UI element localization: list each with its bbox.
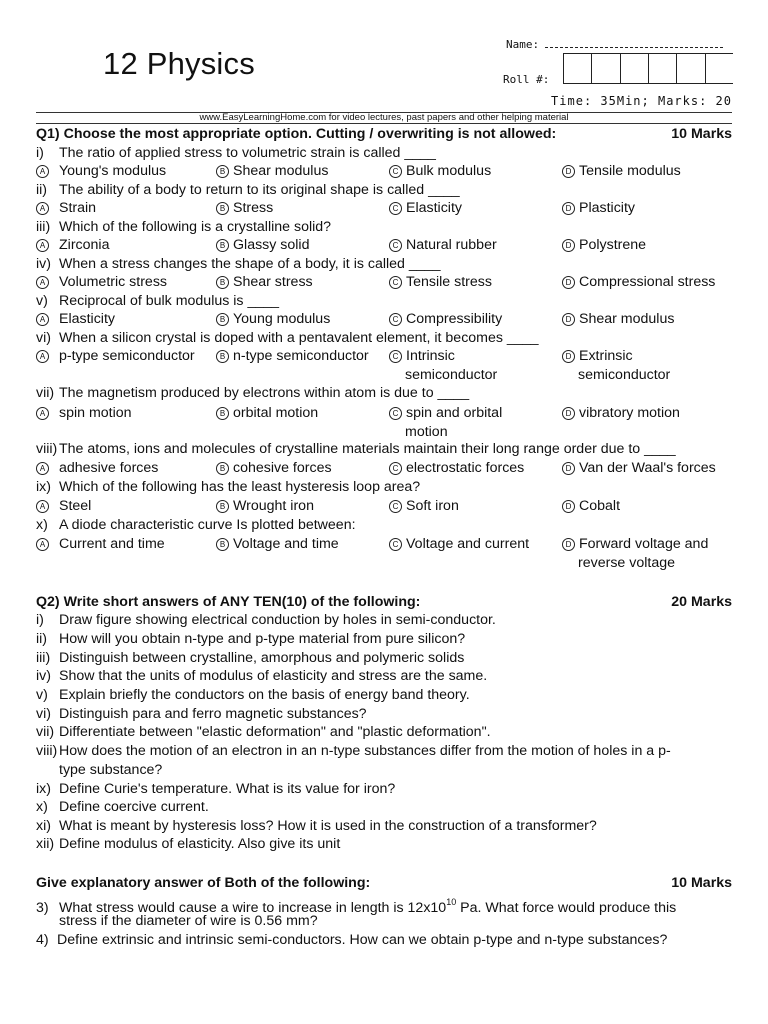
q1-heading-row [36,125,732,143]
q1-question-6 [36,329,732,347]
header-divider-bottom [36,123,732,124]
option-choice [216,404,318,423]
option-label: Volumetric stress [59,274,168,290]
item-number: iii) [36,650,51,666]
option-label: Forward voltage and [579,536,709,552]
option-label: Elasticity [59,311,115,327]
option-choice [216,535,339,554]
option-label: Compressional stress [579,274,716,290]
option-label: Shear modulus [233,163,329,179]
name-blank-line [545,38,723,48]
option-label: Natural rubber [406,237,497,253]
question-text: When a stress changes the shape of a body, it is called ____ [59,256,441,272]
item-number: vi) [36,706,51,722]
q1-question-4 [36,255,732,273]
q3-item-4 [36,931,732,949]
option-letter-circle: D [562,350,575,363]
option-letter-circle: C [389,407,402,420]
item-number: v) [36,687,48,703]
page-title: 12 Physics [103,46,255,81]
q2-item-8 [36,742,732,760]
option-label: Young's modulus [59,163,167,179]
option-letter-circle: A [36,202,49,215]
question-number: vi) [36,330,51,346]
option-label: spin and orbital [406,405,503,421]
item-text: Differentiate between "elastic deformation" and "plastic deformation". [59,724,491,740]
item-text: How does the motion of an electron in an n-type substances differ from the motion of holes in a p- [59,743,671,759]
question-number: i) [36,145,44,161]
option-letter-circle: B [216,462,229,475]
option-label: Wrought iron [233,498,314,514]
q1-heading: Q1) Choose the most appropriate option. Cutting / overwriting is not allowed: [36,126,557,142]
option-letter-circle: B [216,239,229,252]
option-letter-circle: B [216,276,229,289]
option-choice [216,310,330,329]
roll-box-cell [705,54,733,84]
option-choice [562,199,635,218]
option-letter-circle: D [562,407,575,420]
item-number: x) [36,799,48,815]
option-letter-circle: A [36,276,49,289]
option-label: n-type semiconductor [233,348,369,364]
option-letter-circle: C [389,313,402,326]
option-label: p-type semiconductor [59,348,195,364]
item-number: 3) [36,900,49,916]
option-letter-circle: B [216,202,229,215]
option-label: Current and time [59,536,165,552]
q1-question-3 [36,218,732,236]
option-letter-circle: C [389,538,402,551]
option-label: spin motion [59,405,132,421]
q2-item-12 [36,835,732,853]
option-label: Elasticity [406,200,462,216]
option-letter-circle: D [562,239,575,252]
option-letter-circle: B [216,350,229,363]
option-choice [216,236,309,255]
q2-item-11 [36,817,732,835]
roll-box-cell [676,54,704,84]
item-number: ix) [36,781,51,797]
time-marks: Time: 35Min; Marks: 20 [551,94,732,108]
option-label: Soft iron [406,498,459,514]
q2-item-10 [36,798,732,816]
question-text: The magnetism produced by electrons within atom is due to ____ [59,385,470,401]
option-letter-circle: A [36,165,49,178]
question-number: x) [36,517,48,533]
q3-marks: 10 Marks [671,875,732,891]
roll-box-cell [563,54,591,84]
option-choice [36,162,166,181]
question-text: Which of the following has the least hysteresis loop area? [59,479,421,495]
option-letter-circle: A [36,538,49,551]
item-text: What is meant by hysteresis loss? How it is used in the construction of a transformer? [59,818,597,834]
option-choice [216,497,314,516]
option-letter-circle: C [389,500,402,513]
option-letter-circle: A [36,407,49,420]
option-label: Voltage and time [233,536,339,552]
question-number: v) [36,293,48,309]
item-number: ii) [36,631,48,647]
option-letter-circle: A [36,313,49,326]
item-text: Draw figure showing electrical conduction by holes in semi-conductor. [59,612,496,628]
item-text: Distinguish between crystalline, amorphous and polymeric solids [59,650,465,666]
option-letter-circle: D [562,202,575,215]
q1-question-8 [36,440,732,458]
option-label: Intrinsic [406,348,455,364]
item-number: iv) [36,668,51,684]
q1-question-5 [36,292,732,310]
option-choice [216,459,332,478]
question-number: iv) [36,256,51,272]
item-superscript: 10 [446,897,457,907]
option-label: Stress [233,200,274,216]
q1-question-7 [36,384,732,402]
option-label: cohesive forces [233,460,332,476]
option-letter-circle: A [36,350,49,363]
option-label: Zirconia [59,237,110,253]
roll-label: Roll #: [503,73,550,86]
q2-heading-row [36,593,732,611]
option-choice [216,199,273,218]
item-text: Explain briefly the conductors on the basis of energy band theory. [59,687,470,703]
q1-question-10 [36,516,732,534]
option-label: Bulk modulus [406,163,492,179]
q2-item-4 [36,667,732,685]
item-text: Define coercive current. [59,799,209,815]
question-number: ii) [36,182,48,198]
q2-item-7 [36,723,732,741]
name-field [506,38,723,51]
option-choice [216,273,313,292]
option-label: Young modulus [233,311,331,327]
q2-item-2 [36,630,732,648]
option-letter-circle: D [562,500,575,513]
option-letter-circle: B [216,407,229,420]
option-label: Compressibility [406,311,503,327]
option-label-continuation: semiconductor [578,366,671,383]
option-letter-circle: C [389,165,402,178]
option-label: vibratory motion [579,405,680,421]
option-choice [562,497,620,516]
option-choice [389,404,502,441]
q2-item-5 [36,686,732,704]
question-number: viii) [36,441,58,457]
option-label: adhesive forces [59,460,159,476]
option-letter-circle: B [216,313,229,326]
option-choice [562,347,670,384]
option-letter-circle: D [562,462,575,475]
option-label: Steel [59,498,92,514]
option-letter-circle: B [216,500,229,513]
question-text: The ability of a body to return to its original shape is called ____ [59,182,460,198]
q2-heading: Q2) Write short answers of ANY TEN(10) of the following: [36,594,421,610]
question-text: The ratio of applied stress to volumetric strain is called ____ [59,145,436,161]
option-choice [562,404,680,423]
item-text: Define modulus of elasticity. Also give its unit [59,836,341,852]
option-label: Tensile stress [406,274,492,290]
option-choice [389,162,491,181]
option-choice [389,459,524,478]
option-choice [562,310,674,329]
website-note: www.EasyLearningHome.com for video lectures, past papers and other helping material [199,112,569,123]
question-number: iii) [36,219,51,235]
option-label: Polystrene [579,237,647,253]
item-text: Define extrinsic and intrinsic semi-conductors. How can we obtain p-type and n-type substances? [57,932,668,948]
option-choice [36,199,96,218]
option-label: Shear stress [233,274,313,290]
question-text: Which of the following is a crystalline solid? [59,219,332,235]
q3-item-3-continuation: stress if the diameter of wire is 0.56 mm? [59,913,318,929]
option-letter-circle: D [562,276,575,289]
question-number: vii) [36,385,55,401]
q1-marks: 10 Marks [671,126,732,142]
roll-box-cell [591,54,619,84]
option-choice [562,273,715,292]
item-text: Show that the units of modulus of elasticity and stress are the same. [59,668,488,684]
option-label: Shear modulus [579,311,675,327]
option-letter-circle: D [562,165,575,178]
option-choice [216,347,369,366]
item-number: xi) [36,818,51,834]
option-letter-circle: A [36,462,49,475]
roll-box-cell [648,54,676,84]
item-number: xii) [36,836,55,852]
option-letter-circle: A [36,500,49,513]
item-text-before: What stress would cause a wire to increase in length is 12x10 [59,900,447,916]
question-text: A diode characteristic curve Is plotted between: [59,517,356,533]
option-choice [36,459,158,478]
option-letter-circle: B [216,165,229,178]
q2-item-9 [36,780,732,798]
option-choice [562,162,681,181]
option-letter-circle: D [562,538,575,551]
option-letter-circle: C [389,350,402,363]
item-number: i) [36,612,44,628]
option-letter-circle: C [389,202,402,215]
option-choice [562,535,708,572]
option-label: Glassy solid [233,237,310,253]
option-choice [562,459,716,478]
option-label: Strain [59,200,97,216]
option-choice [36,310,115,329]
option-choice [389,497,459,516]
option-label-continuation: motion [405,423,448,440]
option-choice [36,404,132,423]
roll-box-cell [620,54,648,84]
q2-item-8-continuation: type substance? [59,762,163,778]
item-text: How will you obtain n-type and p-type material from pure silicon? [59,631,466,647]
question-text: When a silicon crystal is doped with a pentavalent element, it becomes ____ [59,330,539,346]
option-label: electrostatic forces [406,460,525,476]
option-choice [389,236,497,255]
option-label: orbital motion [233,405,319,421]
option-choice [389,199,462,218]
option-choice [389,310,502,329]
option-label: Cobalt [579,498,621,514]
q2-marks: 20 Marks [671,594,732,610]
q2-item-3 [36,649,732,667]
option-choice [36,347,195,366]
q2-item-1 [36,611,732,629]
option-choice [36,273,167,292]
item-number: 4) [36,932,49,948]
option-label-continuation: semiconductor [405,366,498,383]
item-text-after: Pa. What force would produce this [456,900,677,916]
option-choice [36,236,109,255]
question-text: Reciprocal of bulk modulus is ____ [59,293,280,309]
option-choice [216,162,328,181]
option-label: Plasticity [579,200,635,216]
item-number: viii) [36,743,58,759]
option-choice [36,497,91,516]
q1-question-1 [36,144,732,162]
item-text: Distinguish para and ferro magnetic substances? [59,706,367,722]
question-number: ix) [36,479,51,495]
option-choice [389,347,497,384]
roll-number-boxes [563,53,733,84]
option-label: Extrinsic [579,348,633,364]
option-choice [36,535,165,554]
option-letter-circle: A [36,239,49,252]
option-letter-circle: B [216,538,229,551]
q3-heading-row [36,874,732,892]
option-label-continuation: reverse voltage [578,554,675,571]
item-text: Define Curie's temperature. What is its value for iron? [59,781,396,797]
option-label: Tensile modulus [579,163,681,179]
option-letter-circle: C [389,276,402,289]
option-letter-circle: C [389,462,402,475]
option-letter-circle: D [562,313,575,326]
option-letter-circle: C [389,239,402,252]
name-label: Name: [506,38,540,51]
q1-question-9 [36,478,732,496]
option-label: Voltage and current [406,536,530,552]
question-text: The atoms, ions and molecules of crystalline materials maintain their long range order due to ____ [59,441,676,457]
q1-question-2 [36,181,732,199]
q3-heading: Give explanatory answer of Both of the following: [36,875,371,891]
option-choice [389,535,529,554]
option-choice [389,273,492,292]
q2-item-6 [36,705,732,723]
option-label: Van der Waal's forces [579,460,716,476]
option-choice [562,236,646,255]
item-number: vii) [36,724,55,740]
